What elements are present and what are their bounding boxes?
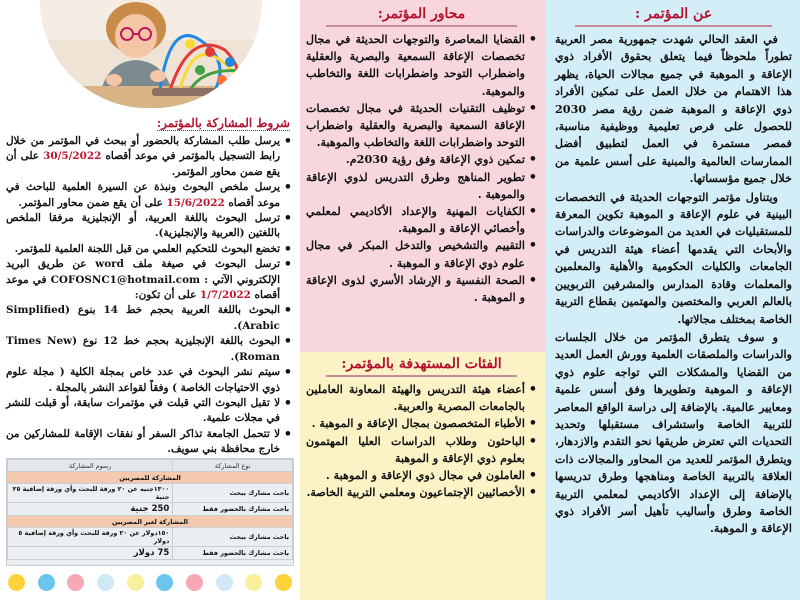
fees-foreign-attend-fee: 75 دولار	[8, 547, 173, 560]
about-body	[555, 31, 792, 538]
terms-item: • البحوث باللغة العربية بحجم خط 14 بنوع (Simplified Arabic).	[6, 303, 292, 334]
axes-item: • تطوير المناهج وطرق التدريس لذوي الإعاقة والموهبة .	[306, 169, 537, 203]
fees-col-type: نوع المشاركة	[173, 460, 293, 472]
axes-section	[300, 0, 545, 352]
target-section	[300, 352, 545, 600]
fees-foreign-research-type: باحث مشارك ببحث	[173, 528, 293, 547]
about-paragraph: ويتناول مؤتمر التوجهات الحديثة في التخصصات البينية في علوم الإعاقة و الموهبة تكوين المعرفة للمستقبليات في العديد من الموضوعات والدراسات والأبحاث التي يقدمها أعضاء هيئة التدريس في الجامعات والكليات الحكومية والأهلية والمعلمين والمعلمات وقادة المدارس والمشرفين التربويين بالعالم العربي والمختصين والمهتمين بقطاع التربية الخاصة بمختلف مجالاتها.	[555, 189, 792, 326]
target-item: • أعضاء هيئة التدريس والهيئة المعاونة العاملين بالجامعات المصرية والعربية.	[306, 381, 537, 415]
about-title-rule	[575, 25, 772, 27]
axes-item: • توظيف التقنيات الحديثة في مجال تخصصات الإعاقة السمعية والبصرية والعقلية واضطراب التوحد واضطرابات اللغة والتخاطب والموهبة.	[306, 100, 537, 152]
fees-foreign-band: المشاركة لغير المصريين	[8, 516, 293, 528]
decorative-dot	[156, 574, 173, 591]
fees-col-fee: رسوم المشاركة	[8, 460, 173, 472]
decorative-dot	[8, 574, 25, 591]
axes-item: • تمكين ذوي الإعاقة وفق رؤية 2030م.	[306, 151, 537, 168]
target-item: • الباحثون وطلاب الدراسات العليا المهتمون بعلوم ذوي الإعاقة و الموهبة	[306, 433, 537, 467]
about-paragraph: و سوف يتطرق المؤتمر من خلال الجلسات والدراسات والملصقات العلمية وورش العمل العديد من القضايا والمشكلات التي تواجه علوم ذوي الإعاقة و الموهبة وتطويرها وفق أسس علمية ومعايير عالمية. بالإضافة إلى دراسة الواقع المعاصر للتربية الخاصة واستشراف مستقبلها وتحديد التحديات التي تعترض طريقها نحو التقدم والازدهار، ويتطرق المؤتمر للعديد من المحاور والمجالات ذات العلاقة بالتربية الخاصة ومناهجها وطرق تدريسها بالإضافة إلى الإعداد الأكاديمي لمعلمي التربية الخاصة وطرق وأساليب تأهيل أسر الأفراد ذوي الإعاقة و الموهبة.	[555, 329, 792, 536]
fees-egypt-research-type: باحث مشارك ببحث	[173, 484, 293, 503]
fees-egypt-attend-fee: 250 جنية	[8, 503, 173, 516]
child-playing-bead-maze-photo	[40, 0, 262, 108]
decorative-dot	[216, 574, 233, 591]
terms-item: • سيتم نشر البحوث في عدد خاص بمجلة الكلية ( مجلة علوم ذوي الاحتياجات الخاصة ) وفقاً لقواعد النشر بالمجلة .	[6, 365, 292, 396]
fees-egypt-attend-type: باحث مشارك بالحضور فقط	[173, 503, 293, 516]
fees-table	[6, 458, 294, 566]
terms-title-text: شروط المشاركة بالمؤتمر:	[156, 116, 290, 130]
decorative-dot	[97, 574, 114, 591]
target-list	[306, 381, 537, 501]
decorative-dot	[38, 574, 55, 591]
terms-item: • ترسل البحوث باللغة العربية، أو الإنجليزية مرفقا الملخص باللغتين (العربية والإنجليزية).	[6, 211, 292, 242]
terms-item: • يرسل ملخص البحوث ونبذة عن السيرة العلمية للباحث في موعد أقصاه 15/6/2022 على أن يقع ضمن محاور المؤتمر.	[6, 180, 292, 211]
terms-item: • لا تتحمل الجامعة تذاكر السفر أو نفقات الإقامة للمشاركين من خارج محافظة بني سويف.	[6, 427, 292, 458]
decorative-dot	[245, 574, 262, 591]
decorative-dot	[67, 574, 84, 591]
axes-item: • القضايا المعاصرة والتوجهات الحديثة في مجال تخصصات الإعاقة السمعية والبصرية والعقلية واضطراب التوحد واضطرابات اللغة والتخاطب والموهبة.	[306, 31, 537, 100]
about-section	[545, 0, 800, 600]
axes-list	[306, 31, 537, 306]
axes-title: محاور المؤتمر:	[377, 6, 466, 22]
about-paragraph: في العقد الحالي شهدت جمهورية مصر العربية تطوراً ملحوظاً فيما يتعلق بحقوق الأفراد ذوي الإعاقة و الموهبة في جميع مجالات الحياة، يظهر هذا الاهتمام من خلال العمل على تمكين الأفراد ذوي الإعاقة و الموهبة ضمن رؤية مصر 2030 للحصول على فرص تعليمية ووظيفية مناسبة، فمصر مستمرة في العمل لتطبيق أفضل الممارسات العالمية والمبنية على أسس علمية من خلال جميع مؤسساتها.	[555, 32, 792, 186]
fees-foreign-research-fee: ١٥٠دولار عن ٢٠ ورقة للبحث وأي ورقة إضافية ٥ دولار	[8, 528, 173, 547]
target-title: الفئات المستهدفة بالمؤتمر:	[341, 356, 502, 372]
terms-item: • ترسل البحوث في صيغة ملف word عن طريق البريد الإلكتروني الآتي : COFOSNC1@hotmail.com في موعد أقصاه 1/7/2022 على أن تكون:	[6, 257, 292, 303]
fees-foreign-attend-type: باحث مشارك بالحضور فقط	[173, 547, 293, 560]
axes-title-rule	[326, 25, 517, 27]
middle-column	[300, 0, 545, 600]
decorative-dot	[275, 574, 292, 591]
terms-item: • يرسل طلب المشاركة بالحضور أو ببحث في المؤتمر من خلال رابط التسجيل بالمؤتمر في موعد أقصاه 30/5/2022 على أن يقع ضمن محاور المؤتمر.	[6, 134, 292, 180]
decorative-dots	[8, 574, 292, 592]
about-title: عن المؤتمر :	[634, 6, 713, 22]
terms-title	[10, 116, 290, 130]
fees-egypt-research-fee: ١٣٠٠جنيه عن ٢٠ ورقة للبحث وأي ورقة إضافية ٢٥ جنية	[8, 484, 173, 503]
target-item: • الأخصائيين الإجتماعيون ومعلمي التربية الخاصة.	[306, 484, 537, 501]
terms-item: • لا تقبل البحوث التي قبلت في مؤتمرات سابقة، أو قبلت للنشر في مجلات علمية.	[6, 396, 292, 427]
terms-list	[6, 134, 292, 458]
target-title-rule	[326, 375, 517, 377]
terms-item: • تخضع البحوث للتحكيم العلمي من قبل اللجنة العلمية للمؤتمر.	[6, 242, 292, 257]
decorative-dot	[186, 574, 203, 591]
target-item: • العاملون في مجال ذوي الإعاقة و الموهبة .	[306, 467, 537, 484]
axes-item: • الكفايات المهنية والإعداد الأكاديمي لمعلمي وأخصائي الإعاقة و الموهبة.	[306, 203, 537, 237]
decorative-dot	[127, 574, 144, 591]
left-column	[0, 0, 300, 600]
fees-egypt-band: المشاركة للمصريين	[8, 472, 293, 484]
axes-item: • التقييم والتشخيص والتدخل المبكر في مجال علوم ذوي الإعاقة و الموهبة .	[306, 237, 537, 271]
terms-item: • البحوث باللغة الإنجليزية بحجم خط 12 نوع (Times New Roman).	[6, 334, 292, 365]
axes-item: • الصحة النفسية و الإرشاد الأسري لذوى الإعاقة و الموهبة .	[306, 272, 537, 306]
target-item: • الأطباء المتخصصون بمجال الإعاقة و الموهبة .	[306, 415, 537, 432]
